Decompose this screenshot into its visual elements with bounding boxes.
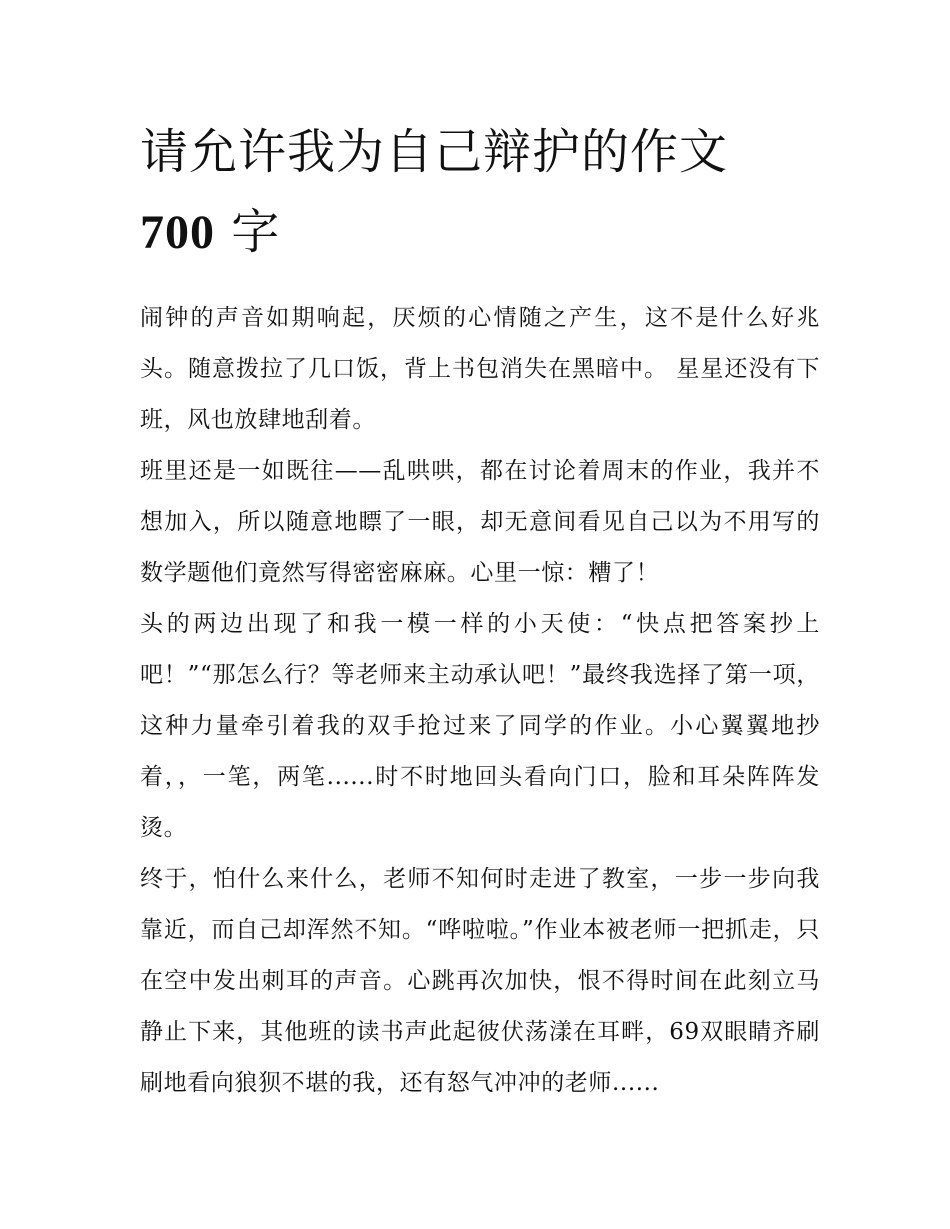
title-suffix: 字	[215, 204, 281, 260]
paragraph-4: 终于，怕什么来什么，老师不知何时走进了教室，一步一步向我靠近，而自己却浑然不知。“哗啦啦。”作业本被老师一把抓走，只在空中发出刺耳的声音。心跳再次加快，恨不得时间在此刻立马静止下来，其他班的读书声此起彼伏荡漾在耳畔，69双眼睛齐刷刷地看向狼狈不堪的我，还有怒气冲冲的老师......	[140, 866, 820, 1096]
paragraph-3: 头的两边出现了和我一模一样的小天使：“快点把答案抄上吧！”“那怎么行？等老师来主动承认吧！”最终我选择了第一项，这种力量牵引着我的双手抢过来了同学的作业。小心翼翼地抄着，，一笔，两笔......时不时地回头看向门口，脸和耳朵阵阵发烫。	[140, 611, 820, 841]
paragraph-1: 闹钟的声音如期响起，厌烦的心情随之产生，这不是什么好兆头。随意拨拉了几口饭，背上书包消失在黑暗中。 星星还没有下班，风也放肆地刮着。	[140, 305, 820, 433]
title-line-1: 请允许我为自己辩护的作文	[140, 124, 729, 180]
document-title	[140, 112, 820, 273]
paragraph-2: 班里还是一如既往——乱哄哄，都在讨论着周末的作业，我并不想加入，所以随意地瞟了一眼，却无意间看见自己以为不用写的数学题他们竟然写得密密麻麻。心里一惊：糟了！	[140, 458, 820, 586]
document-body	[140, 293, 820, 1109]
title-word-count: 700	[140, 206, 215, 259]
document-page	[140, 112, 820, 1109]
